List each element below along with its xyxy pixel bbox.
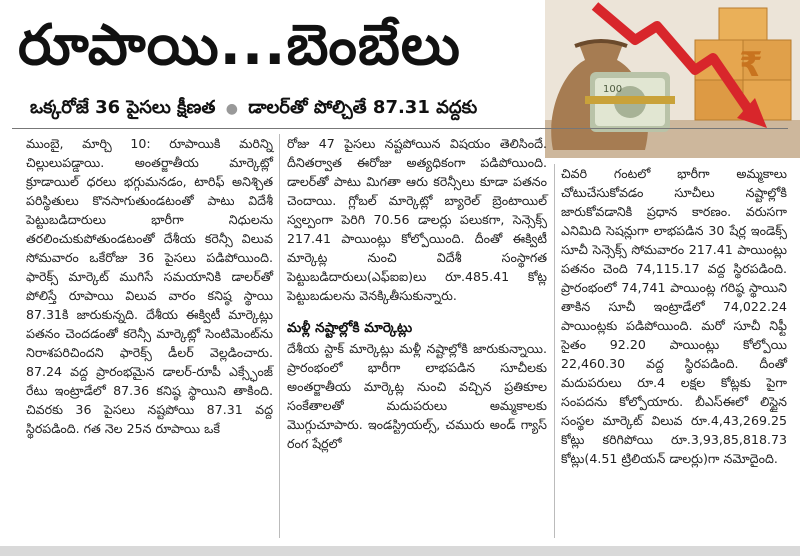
banknote-roll-icon: [585, 72, 675, 132]
rupee-symbol: ₹: [739, 45, 763, 85]
rupee-fall-illustration: [545, 0, 800, 158]
subhead-part-2: డాలర్‌తో పోల్చితే 87.31 వద్దకు: [248, 97, 478, 118]
banknote-value: 100: [603, 84, 623, 95]
column-divider-1: [279, 134, 280, 538]
article-column-2: [287, 134, 547, 453]
paragraph-4: చివరి గంటలో భారీగా అమ్మకాలు చోటుచేసుకోవడం సూచీలు నష్టాల్లోకి జారుకోవడానికి ప్రధాన కారణం. వరుసగా ఎనిమిది సెషన్లుగా లాభపడిన 30 షేర్ల ఇండెక్స్ సూచీ సెన్సెక్స్ సోమవారం 217.41 పాయింట్లు పతనం చెంది 74,115.17 వద్ద స్థిరపడింది. ప్రారంభంలో 74,741 పాయింట్ల గరిష్ఠ స్థాయిని తాకిన సూచీ ఇంట్రాడేలో 74,022.24 పాయింట్లకు పడిపోయింది. మరో సూచీ నిఫ్టీ సైతం 92.20 పాయింట్లు కోల్పోయి 22,460.30 వద్ద స్థిరపడింది. దీంతో మదుపరులు రూ.4 లక్షల కోట్లకు పైగా సంపదను కోల్పోయారు. బీఎస్ఈలో లిస్టైన సంస్థల మార్కెట్ విలువ రూ.4,43,269.25 కోట్లు కరిగిపోయి రూ.3,93,85,818.73 కోట్లు(4.51 ట్రిలియన్ డాలర్లు)గా నమోదైంది.: [561, 166, 787, 466]
paragraph-1: ముంబై, మార్చి 10: రూపాయికి మరిన్ని చిల్లులుపడ్డాయి. అంతర్జాతీయ మార్కెట్లో క్రూడాయిల్ ధరలు భగ్గుమనడం, టారిఫ్ అనిశ్చిత పరిస్థితులు కొనసాగుతుండటంతో పాటు విదేశీ పెట్టుబడిదారులు భారీగా నిధులను తరలించుకుపోతుండటంతో దేశీయ కరెన్సీ విలువ సోమవారం ఒకేరోజు 36 పైసలు పడిపోయింది. ఫారెక్స్ మార్కెట్ ముగిసే సమయానికి డాలర్‌తో పోలిస్తే రూపాయి విలువ వారం కనిష్ఠ స్థాయి 87.31కి జారుకున్నది. దేశీయ ఈక్విటీ మార్కెట్లు పతనం చెందడంతో కరెన్సీ మార్కెట్లో సెంటిమెంట్‌ను నిరాశపరిచిందని ఫారెక్స్ డీలర్ వెల్లడించారు. 87.24 వద్ద ప్రారంభమైన డాలర్-రూపీ ఎక్స్ఛేంజ్ రేటు ఇంట్రాడేలో 87.36 కనిష్ఠ స్థాయిని తాకింది. చివరకు 36 పైసలు నష్టపోయి 87.31 వద్ద స్థిరపడింది. గత నెల 25న రూపాయి ఒకే: [26, 136, 273, 436]
subhead-part-1: ఒక్కరోజే 36 పైసలు క్షీణత: [30, 97, 216, 118]
subheadline: [30, 94, 540, 122]
paragraph-2: రోజు 47 పైసలు నష్టపోయిన విషయం తెలిసిందే. దీనితర్వాత ఈరోజు అత్యధికంగా పడిపోయింది. డాలర్‌తో పాటు మిగతా ఆరు కరెన్సీలు కూడా పతనం చెందాయి. గ్లోబల్ మార్కెట్లో బ్యారెల్ బ్రెంటాయిల్ స్వల్పంగా పెరిగి 70.56 డాలర్లు పలుకగా, సెన్సెక్స్ 217.41 పాయింట్లు కోల్పోయింది. దీంతో ఈక్విటీ మార్కెట్ల నుంచి విదేశీ సంస్థాగత పెట్టుబడిదారులు(ఎఫ్ఐఐ)లు రూ.485.41 కోట్ల పెట్టుబడులను వెనక్కితీసుకున్నారు.: [287, 136, 547, 303]
separator-dot-icon: ●: [225, 101, 238, 117]
top-rule: [12, 128, 788, 129]
article-column-1: [26, 134, 273, 438]
paragraph-3: దేశీయ స్టాక్ మార్కెట్లు మళ్లీ నష్టాల్లోకి జారుకున్నాయి. ప్రారంభంలో భారీగా లాభపడిన సూచీలకు అంతర్జాతీయ మార్కెట్ల నుంచి వచ్చిన ప్రతికూల సంకేతాలతో మదుపరులు అమ్మకాలకు మొగ్గుచూపారు. ఇండస్ట్రియల్స్, చమురు అండ్ గ్యాస్ రంగ షేర్లలో: [287, 341, 547, 451]
headline: రూపాయి...బెంబేలు: [18, 13, 461, 78]
column-divider-2: [554, 164, 555, 538]
article-column-3: [561, 164, 787, 468]
rupee-fall-photo: [545, 0, 800, 158]
bottom-bar: [0, 546, 800, 556]
section-heading: మళ్లీ నష్టాల్లోకి మార్కెట్లు: [287, 320, 413, 336]
